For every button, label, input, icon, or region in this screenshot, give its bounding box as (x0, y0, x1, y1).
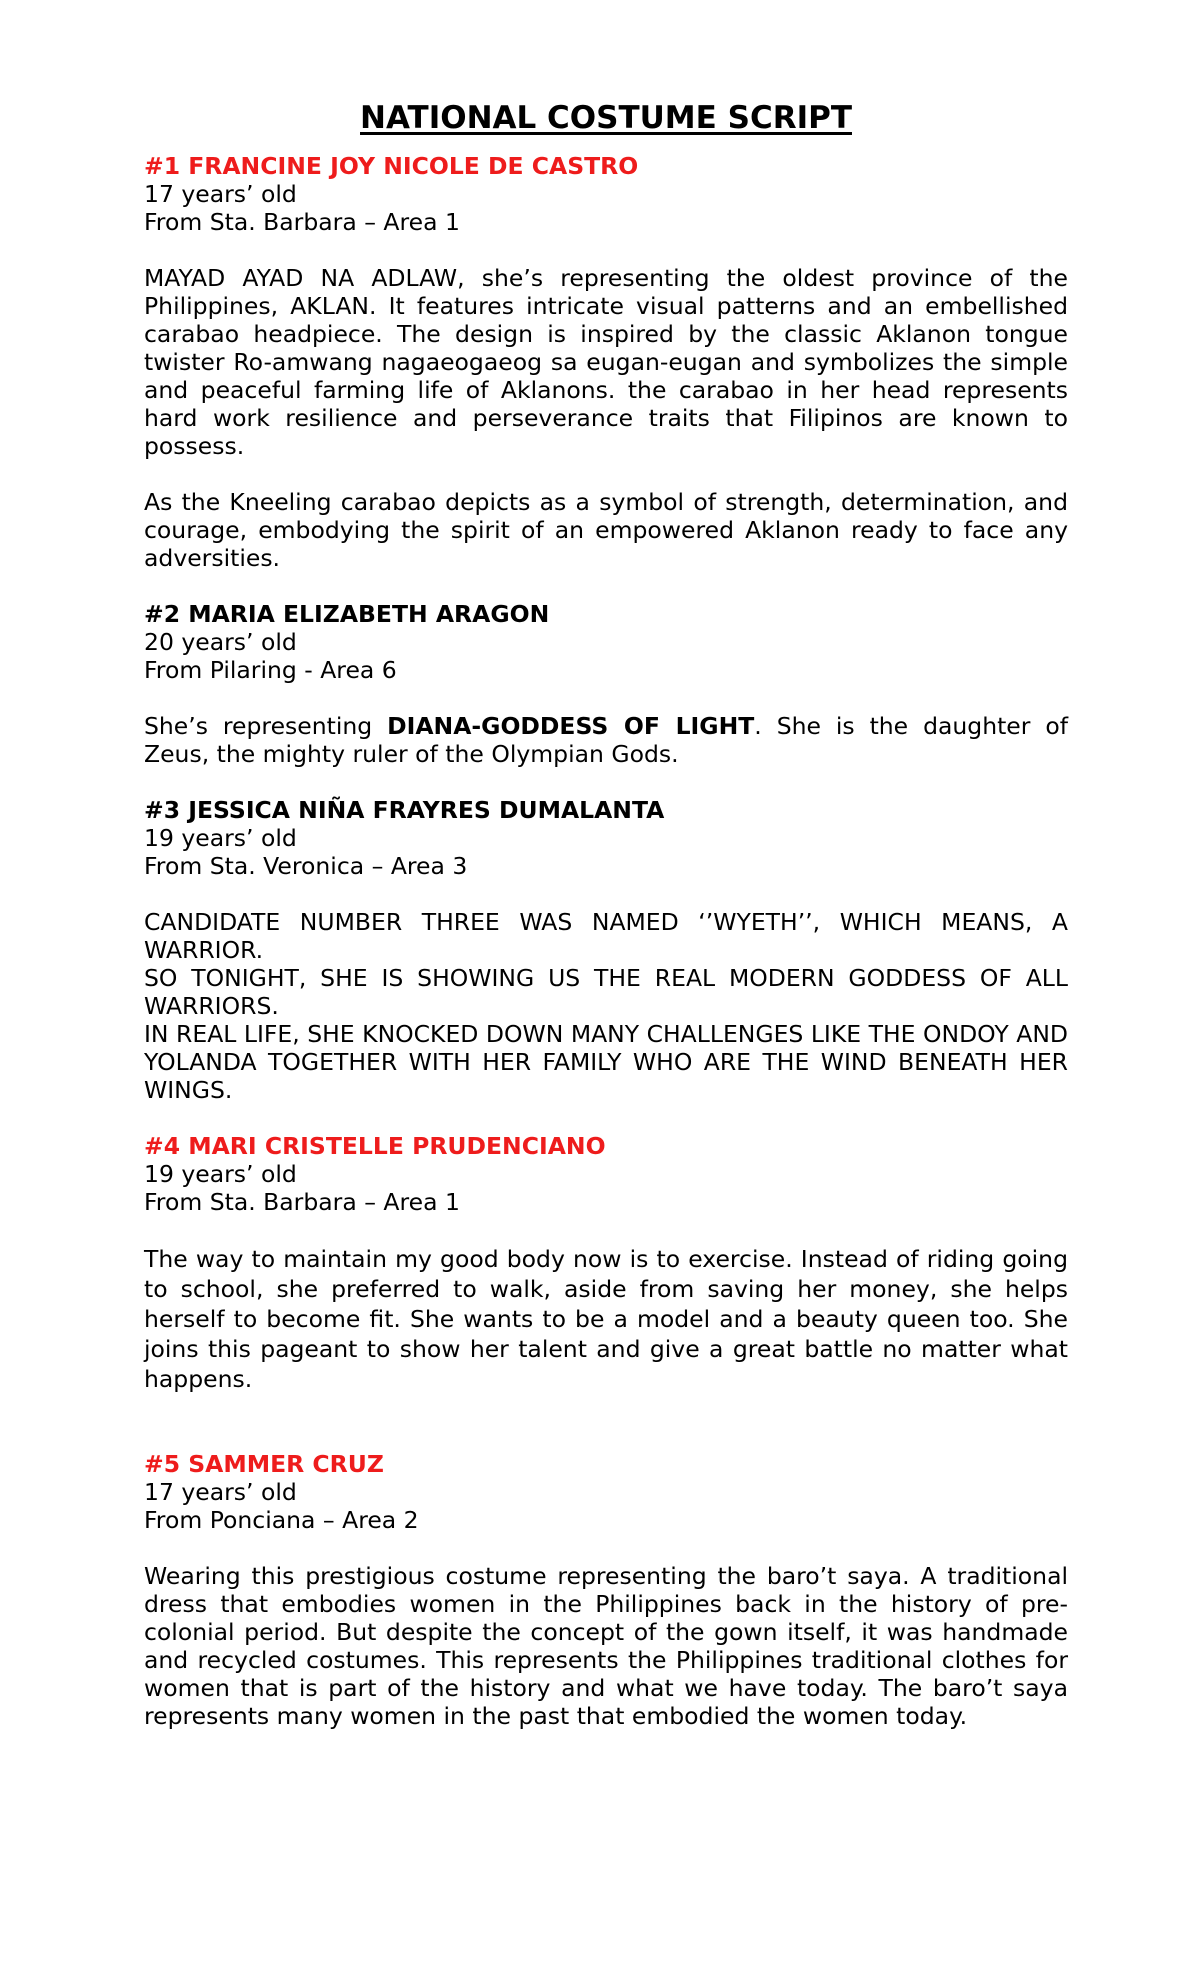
candidate-section-1 (144, 152, 1068, 600)
candidate-age: 20 years’ old (144, 628, 297, 656)
paragraph-text: She’s representing (144, 712, 388, 740)
candidate-section-3 (144, 796, 1068, 1132)
paragraph-text: . She is the daughter of Zeus, the mighty ruler of the Olympian Gods. (144, 712, 1068, 768)
candidate-paragraph: As the Kneeling carabao depicts as a symbol of strength, determination, and courage, embodying the spirit of an empowered Aklanon ready to face any adversities. (144, 488, 1068, 572)
candidate-paragraph: The way to maintain my good body now is to exercise. Instead of riding going to school, she preferred to walk, aside from saving her money, she helps herself to become fit. She wants to be a model and a beauty queen too. She joins this pageant to show her talent and give a great battle no matter what happens. (144, 1245, 1068, 1393)
candidate-paragraph: Wearing this prestigious costume representing the baro’t saya. A traditional dress that embodies women in the Philippines back in the history of pre-colonial period. But despite the concept of the gown itself, it was handmade and recycled costumes. This represents the Philippines traditional clothes for women that is part of the history and what we have today. The baro’t saya represents many women in the past that embodied the women today. (144, 1562, 1068, 1730)
candidate-paragraph: SO TONIGHT, SHE IS SHOWING US THE REAL MODERN GODDESS OF ALL WARRIORS. (144, 964, 1068, 1020)
candidate-heading: #3 JESSICA NIÑA FRAYRES DUMALANTA (144, 796, 665, 824)
candidate-origin: From Pilaring - Area 6 (144, 656, 397, 684)
candidate-age: 19 years’ old (144, 824, 297, 852)
candidate-heading: #5 SAMMER CRUZ (144, 1450, 384, 1478)
candidate-origin: From Sta. Barbara – Area 1 (144, 1188, 460, 1216)
candidate-paragraph: MAYAD AYAD NA ADLAW, she’s representing the oldest province of the Philippines, AKLAN. It features intricate visual patterns and an embellished carabao headpiece. The design is inspired by the classic Aklanon tongue twister Ro-amwang nagaeogaeog sa eugan-eugan and symbolizes the simple and peaceful farming life of Aklanons. the carabao in her head represents hard work resilience and perseverance traits that Filipinos are known to possess. (144, 264, 1068, 460)
candidate-age: 17 years’ old (144, 180, 297, 208)
candidate-origin: From Ponciana – Area 2 (144, 1506, 419, 1534)
candidate-section-4 (144, 1132, 1068, 1450)
candidate-section-2 (144, 600, 1068, 796)
candidate-heading: #4 MARI CRISTELLE PRUDENCIANO (144, 1132, 606, 1160)
candidate-age: 19 years’ old (144, 1160, 297, 1188)
candidate-origin: From Sta. Barbara – Area 1 (144, 208, 460, 236)
candidate-paragraph: CANDIDATE NUMBER THREE WAS NAMED ‘’WYETH’’, WHICH MEANS, A WARRIOR. (144, 908, 1068, 964)
candidate-heading: #2 MARIA ELIZABETH ARAGON (144, 600, 550, 628)
candidate-paragraph (144, 712, 1068, 768)
candidate-paragraph: IN REAL LIFE, SHE KNOCKED DOWN MANY CHALLENGES LIKE THE ONDOY AND YOLANDA TOGETHER WITH HER FAMILY WHO ARE THE WIND BENEATH HER WINGS. (144, 1020, 1068, 1104)
candidate-origin: From Sta. Veronica – Area 3 (144, 852, 468, 880)
page-title: NATIONAL COSTUME SCRIPT (360, 100, 852, 136)
candidate-section-5 (144, 1450, 1068, 1730)
candidate-age: 17 years’ old (144, 1478, 297, 1506)
candidate-heading: #1 FRANCINE JOY NICOLE DE CASTRO (144, 152, 639, 180)
document-page (144, 100, 1068, 1730)
costume-name: DIANA-GODDESS OF LIGHT (387, 712, 755, 740)
